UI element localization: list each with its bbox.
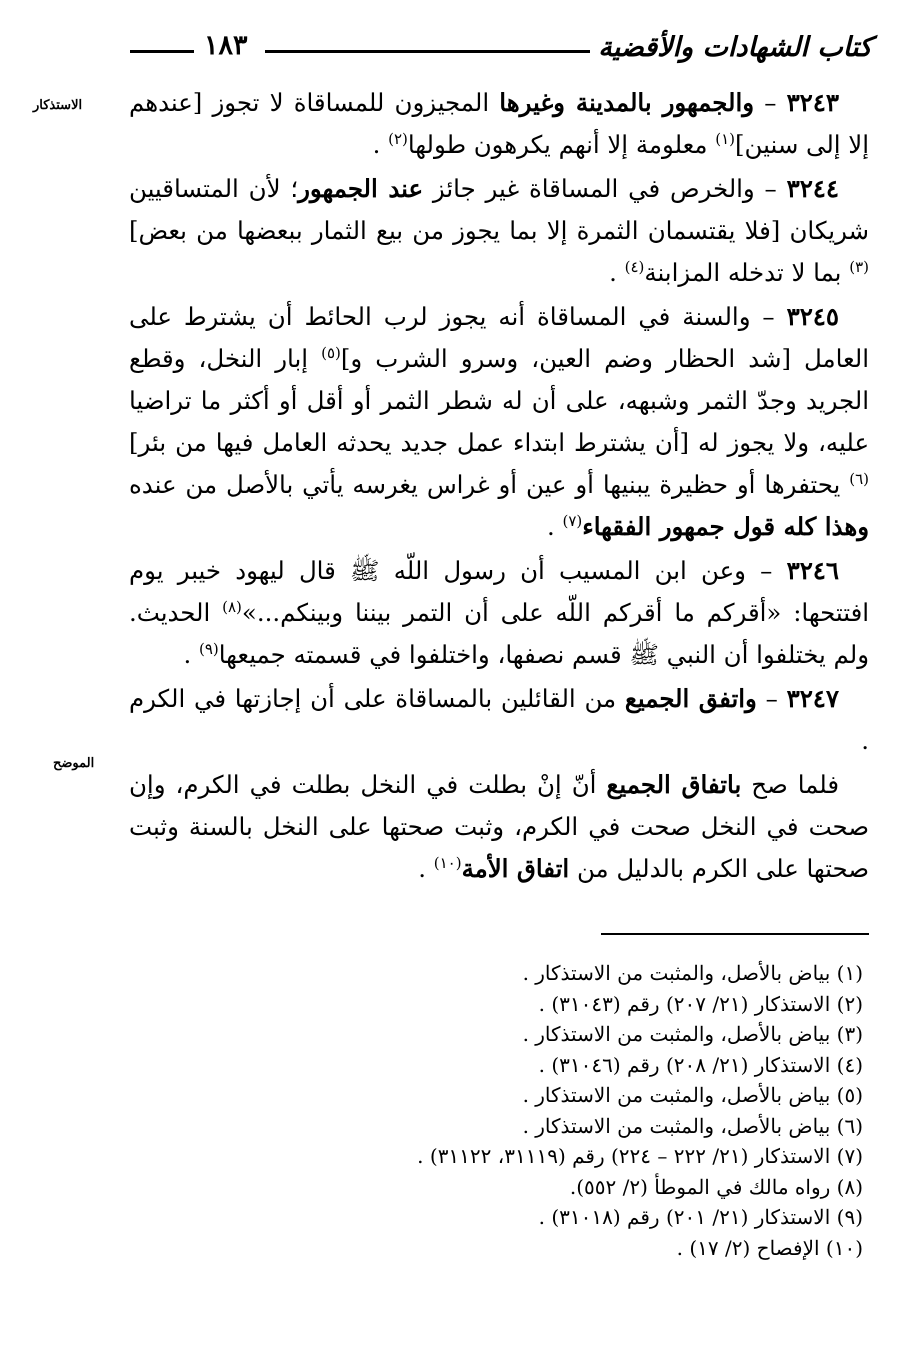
footnote: (٢) الاستذكار (٢١/ ٢٠٧) رقم (٣١٠٤٣) . [538, 991, 863, 1016]
paragraph-3243 [129, 82, 869, 166]
text-run: من القائلين بالمساقاة على أن إجازتها في الكرم . [129, 684, 869, 755]
text-run: معلومة إلا أنهم يكرهون طولها [407, 130, 716, 159]
text-run: يحتفرها أو حظيرة يبنيها أو عين أو غراس يغرسه يأتي بالأصل من عنده [129, 470, 850, 499]
text-run: الحديث. ولم يختلفوا أن النبي ﷺ قسم نصفها، واختلفوا في قسمته جميعها [129, 598, 869, 669]
footnote-ref: (٨) [222, 597, 242, 616]
bold-phrase: عند الجمهور [298, 174, 424, 203]
footnote-ref: (٢) [388, 129, 408, 148]
footnote: (١) بياض بالأصل، والمثبت من الاستذكار . [522, 961, 863, 985]
paragraph-number: ٣٢٤٧ [786, 684, 839, 713]
footnote-ref: (١٠) [433, 853, 462, 872]
text-run: . [546, 512, 563, 541]
footnote-ref: (٦) [849, 469, 869, 488]
footnote-ref: (٣) [849, 257, 869, 276]
text-run: – والخرص في المساقاة غير جائز [423, 174, 787, 203]
text-run: المجيزون للمساقاة لا تجوز [عندهم إلا إلى سنين] [129, 88, 869, 159]
running-header [130, 26, 872, 72]
bold-phrase: اتفاق الأمة [461, 854, 570, 883]
text-run: – وعن ابن المسيب أن رسول اللّه ﷺ قال ليهود خيبر يوم افتتحها: «أقركم ما أقركم اللّه على أن التمر بيننا وبينكم...» [129, 556, 870, 627]
text-run: . [609, 258, 625, 287]
book-title: كتاب الشهادات والأقضية [598, 32, 872, 63]
bold-phrase: والجمهور بالمدينة وغيرها [499, 88, 755, 117]
text-run: أنّ إنْ بطلت في النخل بطلت في الكرم، وإن صحت في النخل صحت في الكرم، وثبت صحتها على النخل بالسنة وثبت صحتها على الكرم بالدليل من [129, 770, 869, 883]
text-run: – والسنة في المساقاة أنه يجوز لرب الحائط أن يشترط على العامل [شد الحظار وضم العين، وسرو الشرب و] [129, 302, 869, 373]
footnote-separator [601, 933, 869, 935]
text-run: ؛ لأن المتساقيين شريكان [فلا يقتسمان الثمرة إلا بما يجوز من بيع الثمار ببعضها من بعض] [129, 174, 869, 245]
text-run: . [418, 854, 434, 883]
margin-note-source: الاستذكار [33, 98, 83, 113]
footnote: (٤) الاستذكار (٢١/ ٢٠٨) رقم (٣١٠٤٦) . [538, 1052, 863, 1077]
footnote-ref: (٧) [562, 511, 583, 530]
text-run: . [372, 130, 389, 159]
header-rule-short [130, 50, 194, 53]
paragraph-3244 [129, 168, 869, 294]
bold-phrase: وهذا كله قول جمهور الفقهاء [582, 512, 869, 541]
paragraph-number: ٣٢٤٥ [786, 302, 839, 331]
text-run: – [754, 88, 787, 117]
footnote-ref: (٩) [198, 639, 219, 658]
footnote: (٨) رواه مالك في الموطأ (٢/ ٥٥٢). [569, 1174, 863, 1199]
page-number: ١٨٣ [204, 30, 248, 61]
footnote: (٦) بياض بالأصل، والمثبت من الاستذكار . [522, 1113, 863, 1138]
margin-note-source: الموضح [53, 756, 95, 771]
text-run: إبار النخل، وقطع الجريد وجدّ الثمر وشبهه، على أن له شطر الثمر أو أقل أو أكثر ما تراضيا عليه، ولا يجوز له [أن يشترط ابتداء عمل جديد يحدثه العامل فيها من بئر] [129, 344, 869, 457]
header-rule [265, 50, 590, 53]
paragraph-number: ٣٢٤٣ [786, 88, 839, 117]
text-run: . [183, 640, 199, 669]
main-text [129, 82, 869, 892]
text-run: بما لا تدخله المزابنة [644, 258, 850, 287]
paragraph-number: ٣٢٤٦ [786, 556, 839, 585]
text-run: فلما صح [741, 770, 839, 799]
footnote: (٥) بياض بالأصل، والمثبت من الاستذكار . [522, 1083, 863, 1107]
paragraph-3245 [129, 296, 869, 548]
footnote: (٧) الاستذكار (٢١/ ٢٢٢ – ٢٢٤) رقم (٣١١١٩، ٣١١٢٢) . [417, 1144, 863, 1168]
footnote-ref: (٤) [624, 257, 645, 276]
footnote-ref: (٥) [321, 343, 341, 362]
bold-phrase: واتفق الجميع [624, 684, 757, 713]
footnotes [263, 958, 863, 1263]
footnote: (٩) الاستذكار (٢١/ ٢٠١) رقم (٣١٠١٨) . [538, 1205, 863, 1229]
footnote: (٣) بياض بالأصل، والمثبت من الاستذكار . [522, 1022, 863, 1046]
text-run: – [756, 684, 787, 713]
footnote: (١٠) الإفصاح (٢/ ١٧) . [676, 1235, 863, 1260]
paragraph-number: ٣٢٤٤ [786, 174, 839, 203]
paragraph-3246 [129, 550, 869, 676]
paragraph-3247 [129, 678, 869, 762]
footnote-ref: (١) [715, 129, 736, 148]
paragraph-3247-continued [129, 764, 869, 890]
bold-phrase: باتفاق الجميع [606, 770, 742, 799]
